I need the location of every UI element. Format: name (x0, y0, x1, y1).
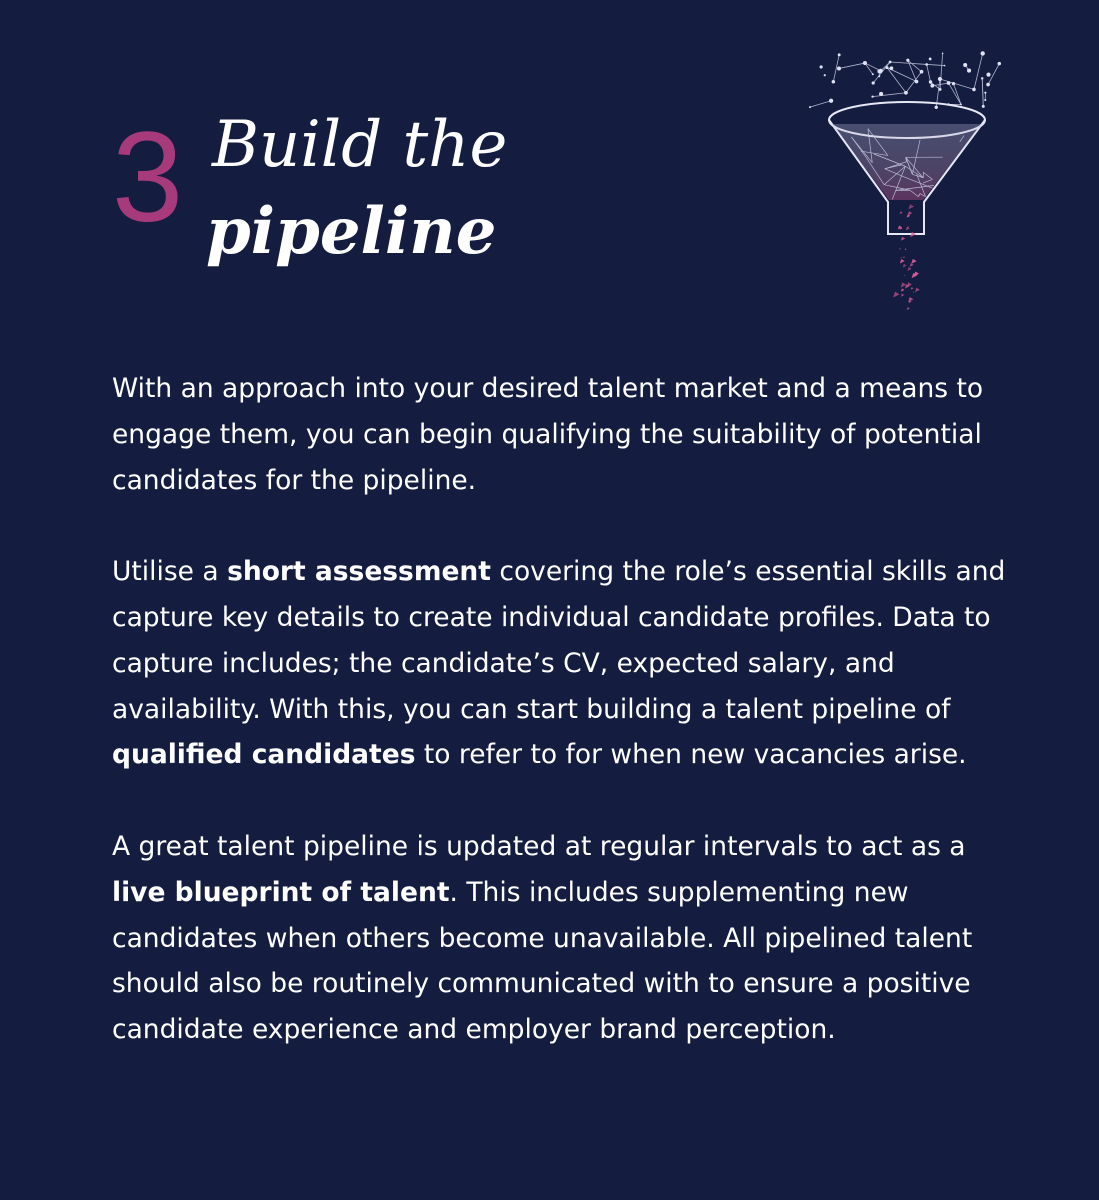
page-title-line-2: pipeline (206, 194, 497, 269)
paragraph-2 (112, 549, 1012, 778)
paragraph-2-before: Utilise a (112, 556, 228, 588)
network-particles (810, 53, 999, 107)
paragraph-3-before: A great talent pipeline is updated at regular intervals to act as a (112, 830, 966, 862)
pink-stream (893, 204, 920, 310)
paragraph-3-after: . This includes supplementing new candidates when others become unavailable. All pipelined talent should also be routinely communicated with to ensure a positive candidate experience and employer brand perception. (112, 876, 973, 1046)
body-text (112, 366, 1012, 1099)
highlight-live-blueprint: live blueprint of talent (112, 876, 450, 908)
highlight-short-assessment: short assessment (227, 556, 491, 588)
page-title-line-1: Build the (212, 108, 508, 182)
funnel-icon (790, 44, 1020, 320)
highlight-qualified-candidates: qualified candidates (112, 739, 416, 771)
paragraph-2-middle: covering the role’s essential skills and capture key details to create individual candidate profiles. Data to capture includes; the candidate’s CV, expected salary, and availability. With this, you can start building a talent pipeline of (112, 556, 1006, 725)
paragraph-1 (112, 366, 1012, 503)
paragraph-1-text: With an approach into your desired talent market and a means to engage them, you can begin qualifying the suitability of potential candidates for the pipeline. (112, 373, 984, 496)
paragraph-3 (112, 824, 1012, 1053)
step-number: 3 (112, 106, 182, 249)
paragraph-2-after: to refer to for when new vacancies arise. (415, 739, 967, 771)
